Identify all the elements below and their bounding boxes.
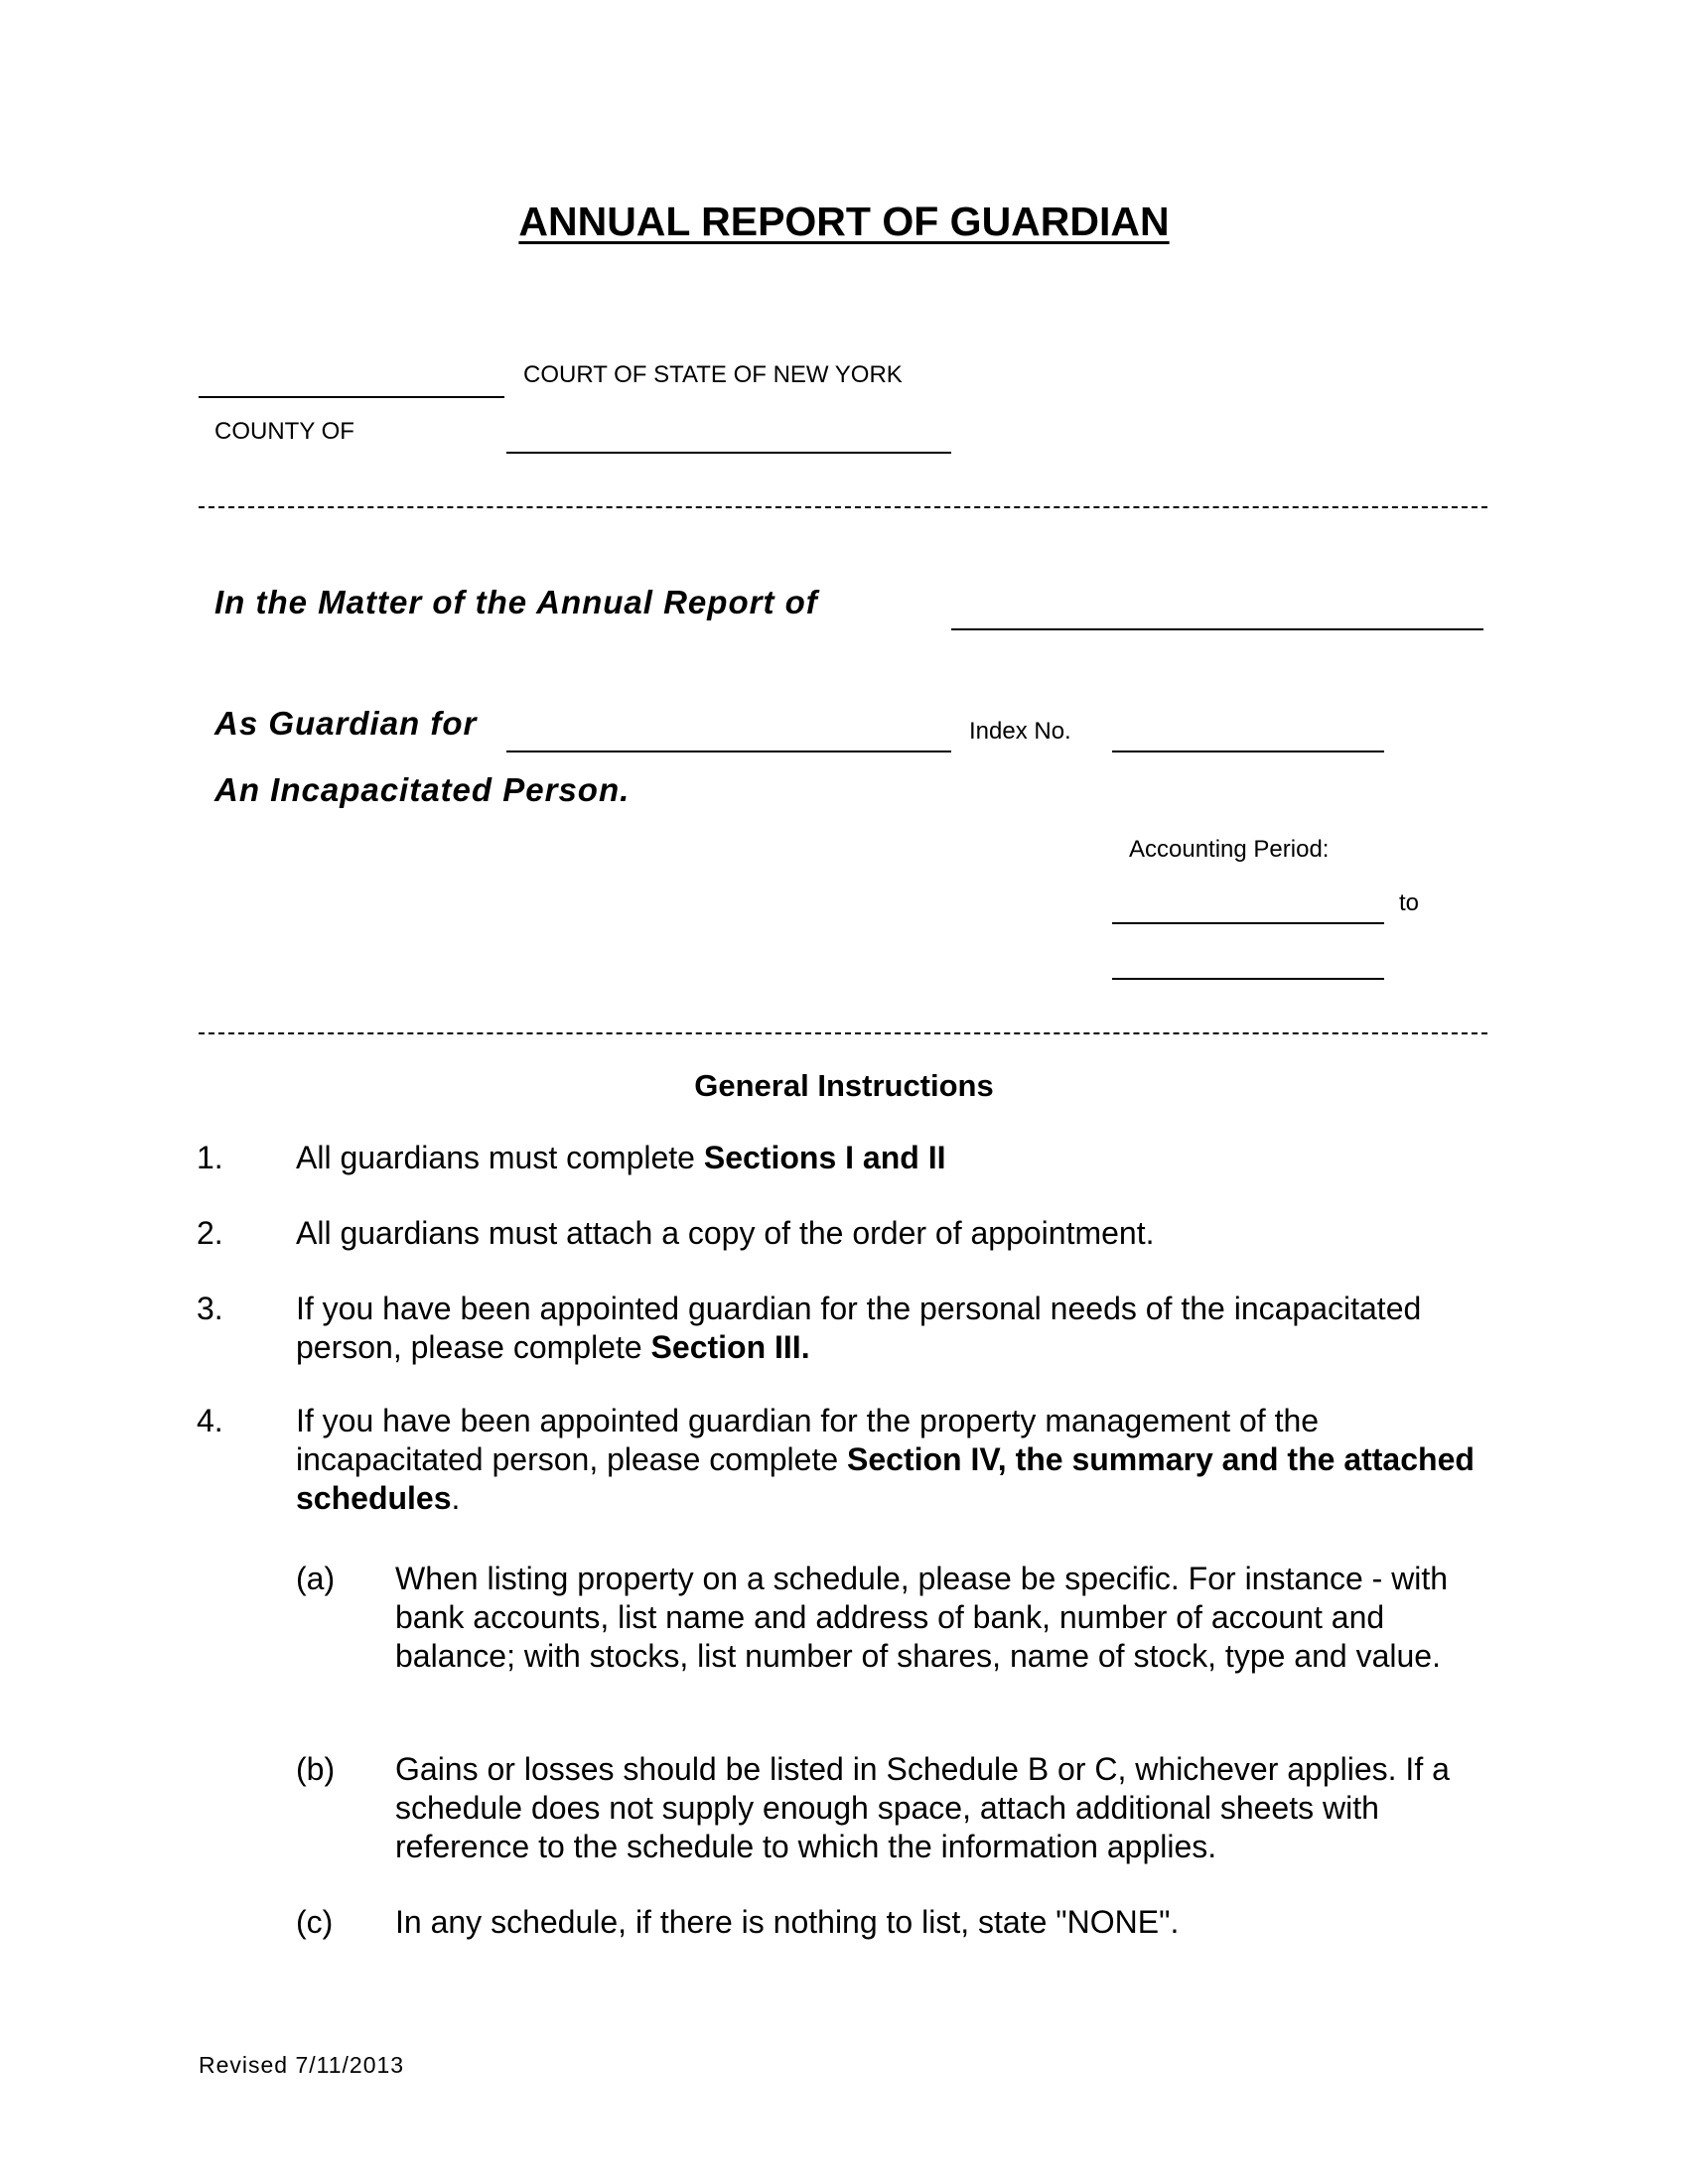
caption-divider-top	[199, 506, 1487, 508]
instruction-item: All guardians must attach a copy of the order of appointment.	[296, 1215, 1155, 1251]
accounting-period-label: Accounting Period:	[1129, 836, 1330, 863]
subitem-label: (b)	[296, 1751, 336, 1787]
period-start-field[interactable]	[1112, 922, 1384, 924]
guardian-name-field[interactable]	[951, 628, 1483, 630]
item-number: 4.	[197, 1403, 223, 1438]
guardian-for-caption: As Guardian for	[214, 705, 478, 742]
instruction-item: If you have been appointed guardian for the personal needs of the incapacitated person, please complete Section III.	[296, 1291, 1422, 1365]
court-name-field[interactable]	[199, 396, 504, 398]
index-number-field[interactable]	[1112, 751, 1384, 752]
period-to-label: to	[1399, 889, 1420, 916]
instruction-item: All guardians must complete Sections I and II	[296, 1140, 946, 1175]
index-label: Index No.	[969, 718, 1071, 745]
instructions-heading: General Instructions	[694, 1068, 994, 1103]
county-field[interactable]	[506, 452, 951, 454]
period-end-field[interactable]	[1112, 978, 1384, 980]
court-label: COURT OF STATE OF NEW YORK	[523, 361, 903, 388]
matter-caption: In the Matter of the Annual Report of	[214, 584, 818, 620]
instruction-subitem: When listing property on a schedule, please be specific. For instance - with bank accounts, list name and address of bank, number of account and balance; with stocks, list number of shares, name of stock, type and value.	[395, 1561, 1449, 1674]
incapacitated-caption: An Incapacitated Person.	[214, 771, 631, 808]
caption-divider-bottom	[199, 1032, 1487, 1034]
item-number: 2.	[197, 1215, 223, 1251]
page-title: ANNUAL REPORT OF GUARDIAN	[518, 199, 1170, 244]
subitem-label: (c)	[296, 1904, 334, 1940]
instruction-subitem: Gains or losses should be listed in Schedule B or C, whichever applies. If a schedule does not supply enough space, attach additional sheets with reference to the schedule to which the information applies.	[395, 1751, 1450, 1864]
revision-date: Revised 7/11/2013	[199, 2052, 405, 2078]
item-number: 3.	[197, 1291, 223, 1326]
ward-name-field[interactable]	[506, 751, 951, 752]
instruction-subitem: In any schedule, if there is nothing to list, state "NONE".	[395, 1904, 1180, 1940]
county-label: COUNTY OF	[214, 418, 354, 445]
item-number: 1.	[197, 1140, 223, 1175]
instruction-item: If you have been appointed guardian for the property management of the incapacitated person, please complete Section IV, the summary and the attached schedules.	[296, 1403, 1475, 1516]
subitem-label: (a)	[296, 1561, 336, 1596]
